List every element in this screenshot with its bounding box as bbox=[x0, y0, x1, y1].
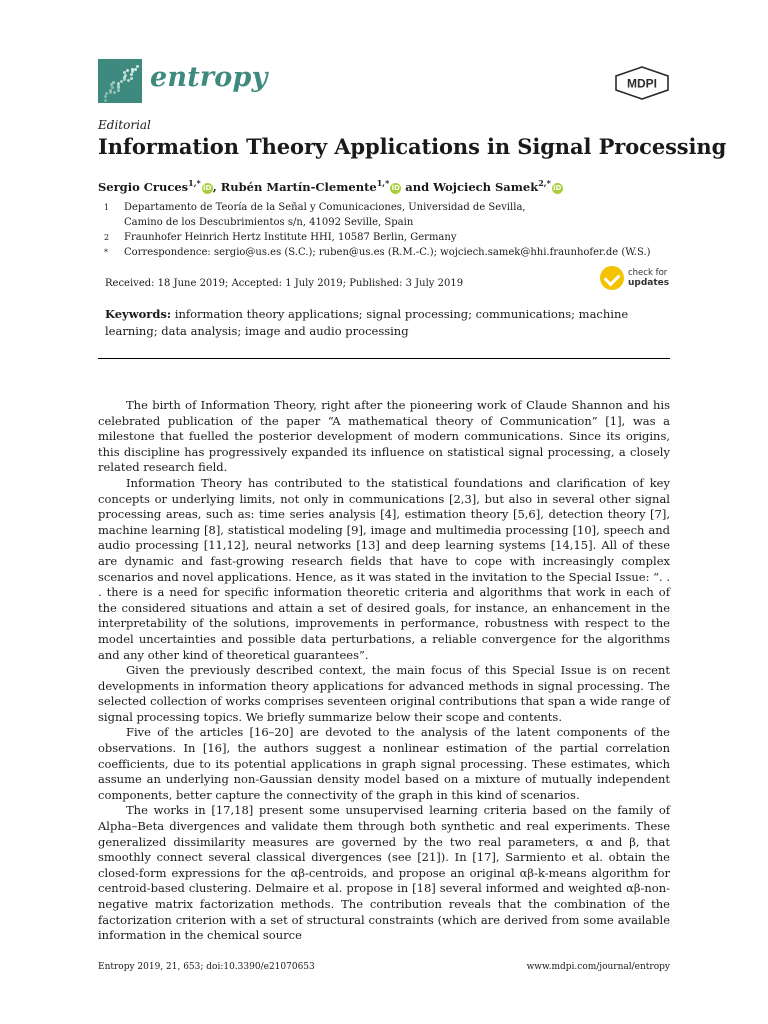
affiliation-text: Departamento de Teoría de la Señal y Comunicaciones, Universidad de Sevilla, bbox=[124, 202, 526, 213]
footer-url[interactable]: www.mdpi.com/journal/entropy bbox=[526, 962, 670, 972]
author-list bbox=[98, 178, 563, 194]
article-title: Information Theory Applications in Signal Processing bbox=[98, 134, 727, 159]
journal-name: entropy bbox=[150, 62, 268, 93]
logo-dot bbox=[130, 73, 133, 76]
author-name[interactable]: Sergio Cruces bbox=[98, 179, 189, 194]
logo-dot bbox=[104, 99, 107, 102]
affiliation-item bbox=[104, 245, 684, 260]
body-paragraph: The works in [17,18] present some unsupervised learning criteria based on the family of Alpha–Beta divergences and validate them through both synthetic and real experiments. These generalized dissimilarity measures are governed by the two real parameters, α and β, that smoothly connect several classical divergences (see [21]). In [17], Sarmiento et al. obtain the closed-form expressions for the αβ-centroids, and propose an original αβ-k-means algorithm for centroid-based clustering. Delmaire et al. propose in [18] several informed and weighted αβ-non-negative matrix factorization methods. The contribution reveals that the combination of the factorization criterion with a set of structural constraints (which are derived from some available information in the chemical source bbox=[98, 803, 670, 943]
orcid-icon[interactable]: iD bbox=[553, 183, 562, 192]
logo-dot bbox=[134, 68, 137, 71]
affiliation-item bbox=[104, 200, 684, 215]
logo-dot bbox=[117, 89, 120, 92]
article-type: Editorial bbox=[98, 118, 151, 132]
logo-dot bbox=[123, 76, 126, 79]
affiliation-mark: 2 bbox=[104, 233, 110, 242]
author-marks: 1,* bbox=[376, 178, 390, 188]
article-body bbox=[98, 398, 670, 944]
orcid-icon[interactable]: iD bbox=[391, 183, 400, 192]
body-paragraph: The birth of Information Theory, right after the pioneering work of Claude Shannon and his celebrated publication of the paper “A mathematical theory of Communication” [1], was a milestone that fuelled the posterior development of modern communications. Since its origins, this discipline has progressively expanded its influence on statistical signal processing, a closely related research field. bbox=[98, 398, 670, 475]
body-paragraph: Given the previously described context, the main focus of this Special Issue is on recent developments in information theory applications for advanced methods in signal processing. The selected collection of works comprises seventeen original contributions that span a wide range of signal processing topics. We briefly summarize below their scope and contents. bbox=[98, 663, 670, 724]
logo-dot bbox=[117, 82, 120, 85]
svg-text:MDPI: MDPI bbox=[627, 76, 657, 91]
publication-dates: Received: 18 June 2019; Accepted: 1 July 2019; Published: 3 July 2019 bbox=[105, 278, 464, 289]
author-name[interactable]: Rubén Martín-Clemente bbox=[220, 179, 377, 194]
body-paragraph: Five of the articles [16–20] are devoted to the analysis of the latent components of the observations. In [16], the authors suggest a nonlinear estimation of the partial correlation coefficients, due to its potential applications in graph signal processing. These estimates, which assume an underlying non-Gaussian density model based on a mixture of mutually independent components, better capture the connectivity of the graph in this kind of scenarios. bbox=[98, 725, 670, 802]
orcid-icon[interactable]: iD bbox=[203, 183, 212, 192]
affiliations bbox=[104, 200, 684, 260]
checkmark-icon bbox=[600, 266, 624, 290]
logo-dot bbox=[112, 81, 115, 84]
author-separator: , bbox=[212, 179, 221, 194]
author-name[interactable]: Wojciech Samek bbox=[433, 179, 539, 194]
footer-citation: Entropy 2019, 21, 653; doi:10.3390/e21070653 bbox=[98, 962, 315, 972]
logo-dot bbox=[104, 95, 107, 98]
affiliation-text: Fraunhofer Heinrich Hertz Institute HHI, 10587 Berlin, Germany bbox=[124, 232, 457, 243]
logo-dot bbox=[113, 91, 116, 94]
keywords bbox=[105, 306, 670, 340]
journal-header bbox=[98, 56, 670, 106]
affiliation-text: Camino de los Descubrimientos s/n, 41092 Seville, Spain bbox=[124, 217, 414, 228]
affiliation-mark: 1 bbox=[104, 203, 110, 212]
logo-dot bbox=[130, 77, 133, 80]
correspondence-text[interactable]: Correspondence: sergio@us.es (S.C.); ruben@us.es (R.M.-C.); wojciech.samek@hhi.fraunhofer.de (W.S.) bbox=[124, 247, 651, 258]
body-paragraph: Information Theory has contributed to the statistical foundations and clarification of key concepts or underlying limits, not only in communications [2,3], but also in several other signal processing areas, such as: time series analysis [4], estimation theory [5,6], detection theory [7], machine learning [8], statistical modeling [9], image and multimedia processing [10], speech and audio processing [11,12], neural networks [13] and deep learning systems [14,15]. All of these are dynamic and fast-growing research fields that have to cope with increasingly complex scenarios and novel applications. Hence, as it was stated in the invitation to the Special Issue: “. . . there is a need for specific information theoretic criteria and algorithms that work in each of the considered situations and attain a set of desired goals, for instance, an enhancement in the interpretability of the solutions, improvements in performance, robustness with respect to the model uncertainties and possible data perturbations, a reliable convergence for the algorithms and any other kind of theoretical guarantees”. bbox=[98, 475, 670, 662]
check-for-updates-badge[interactable] bbox=[600, 266, 672, 294]
keywords-text: information theory applications; signal processing; communications; machine learning; data analysis; image and audio processing bbox=[105, 307, 629, 338]
logo-dot bbox=[136, 65, 139, 68]
mdpi-logo-icon bbox=[614, 66, 670, 100]
affiliation-item bbox=[104, 215, 684, 230]
check-updates-line2: updates bbox=[628, 278, 670, 288]
check-updates-text bbox=[628, 268, 669, 288]
entropy-logo-icon bbox=[98, 59, 142, 103]
author-marks: 2,* bbox=[538, 178, 551, 188]
affiliation-item bbox=[104, 230, 684, 245]
affiliation-mark bbox=[104, 215, 124, 230]
check-updates-line1: check for bbox=[628, 268, 668, 278]
affiliation-mark: * bbox=[104, 248, 108, 257]
author-separator: and bbox=[401, 179, 434, 194]
keywords-label: Keywords: bbox=[105, 307, 172, 321]
author-marks: 1,* bbox=[188, 178, 201, 188]
section-divider bbox=[98, 358, 670, 359]
logo-dot bbox=[126, 69, 129, 72]
